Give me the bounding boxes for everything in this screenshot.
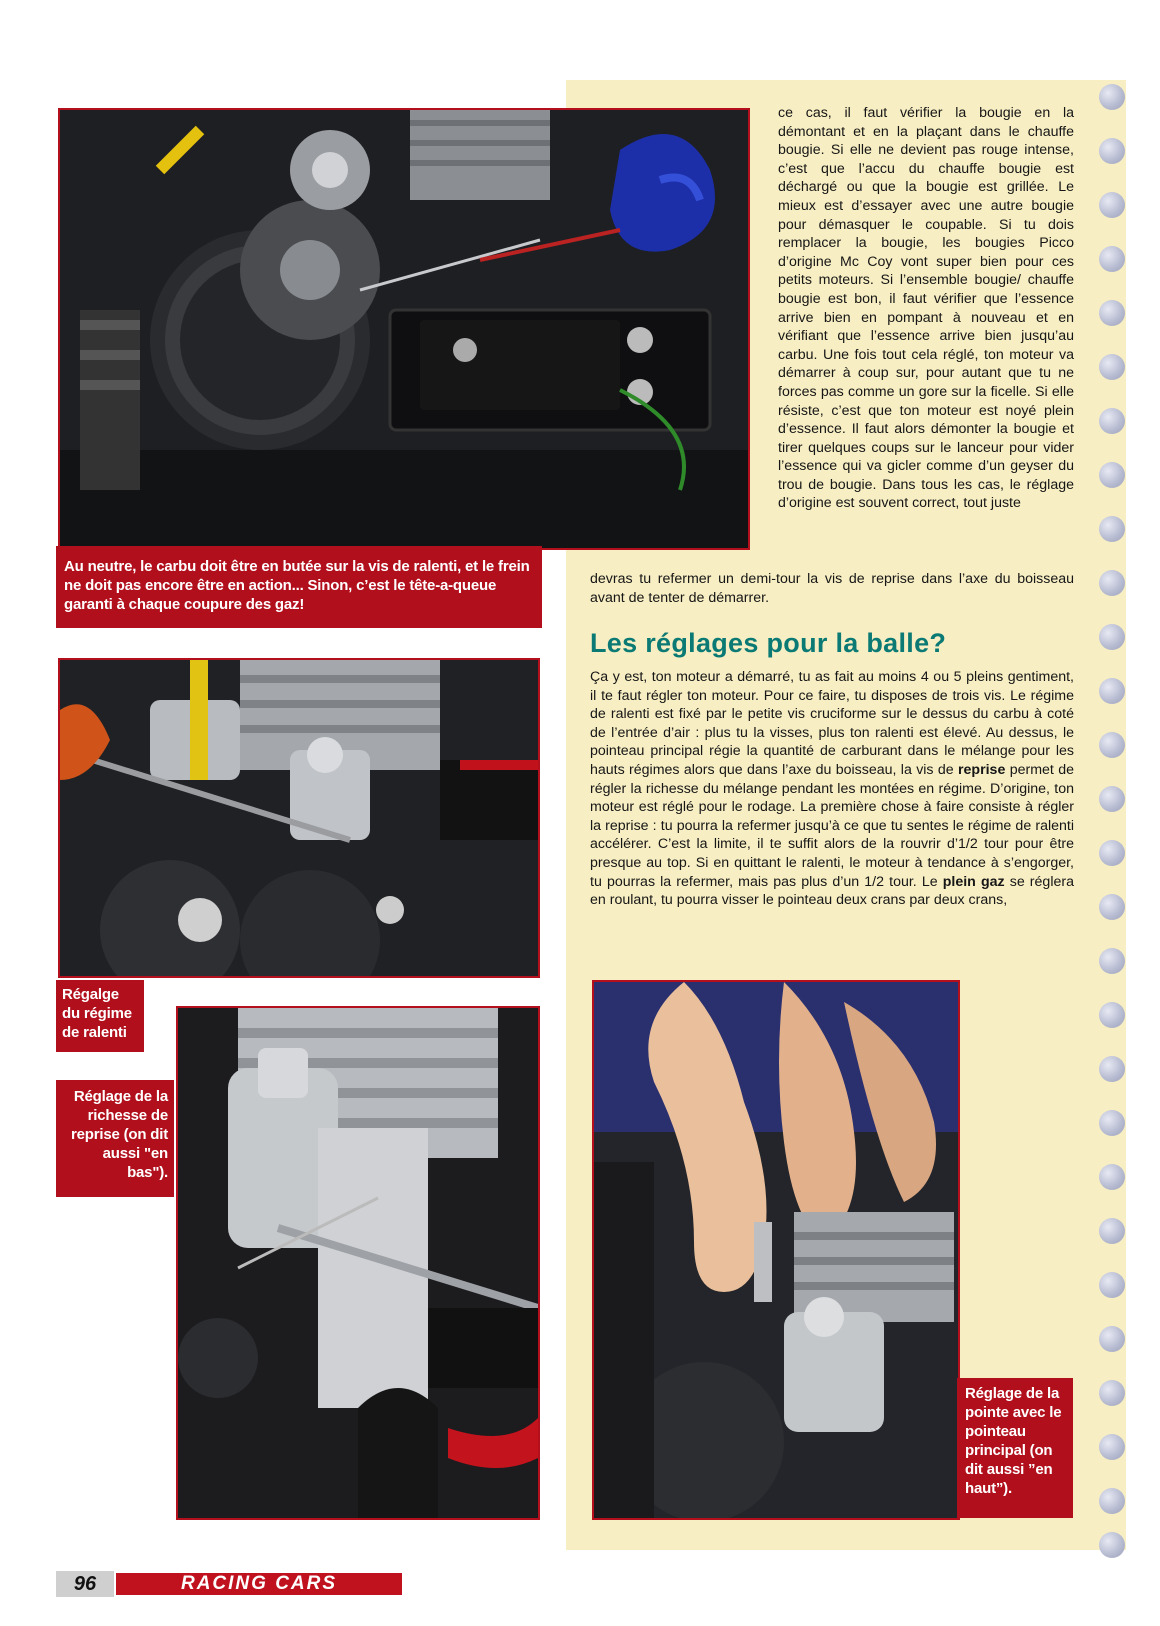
photo-carburettor-neutral xyxy=(58,108,750,550)
article-paragraph-1-end: devras tu refermer un demi-tour la vis de reprise dans l’axe du boisseau avant de tenter de démarrer. xyxy=(590,571,1074,606)
binder-dots xyxy=(1099,80,1139,1550)
binder-dot xyxy=(1099,732,1125,758)
article-paragraph-2 xyxy=(590,668,1074,910)
binder-dot xyxy=(1099,786,1125,812)
binder-dot xyxy=(1099,624,1125,650)
caption-richness-adjustment: Réglage de la richesse de reprise (on dit aussi "en bas"). xyxy=(56,1080,174,1197)
binder-dot xyxy=(1099,840,1125,866)
binder-dot xyxy=(1099,1272,1125,1298)
emphasis-plein-gaz: plein gaz xyxy=(942,873,1005,890)
caption-main-needle-adjustment: Réglage de la pointe avec le pointeau principal (on dit aussi ”en haut”). xyxy=(957,1378,1073,1518)
paragraph-text: permet de régler la richesse du mélange pendant les montées en régime. D’origine, ton moteur est réglé pour le rodage. La première chose à faire consiste à régler la reprise : tu pourra la refermer jusqu’à ce que tu sentes le régime de ralenti accélérer. C’est la limite, il te suffit alors de la rouvrir d’1/2 tour pour être presque au top. Si en quittant le ralenti, le moteur à tendance à s’engorger, tu pourras la refermer, mais pas plus d’un 1/2 tour. Le xyxy=(590,761,1074,890)
photo-idle-adjustment xyxy=(58,658,540,978)
binder-dot xyxy=(1099,1380,1125,1406)
binder-dot xyxy=(1099,570,1125,596)
section-heading: Les réglages pour la balle? xyxy=(590,628,947,658)
page-number: 96 xyxy=(56,1571,114,1597)
binder-dot xyxy=(1099,1434,1125,1460)
paragraph-text: Ça y est, ton moteur a démarré, tu as fait au moins 4 ou 5 pleins gentiment, il te faut régler ton moteur. Pour ce faire, tu disposes de trois vis. Le régime de ralenti est fixé par le petite vis cruciforme sur le dessus du carbu à coté de l’entrée d’air : plus tu la visses, plus ton ralenti est élevé. Au dessus, le pointeau principal régie la quantité de carburant dans le mélange pour les hauts régimes alors que dans l’axe du boisseau, la vis de xyxy=(590,669,1074,778)
binder-dot xyxy=(1099,1218,1125,1244)
binder-dot xyxy=(1099,678,1125,704)
binder-dot xyxy=(1099,516,1125,542)
binder-dot xyxy=(1099,1532,1125,1558)
magazine-logo: RACING CARS xyxy=(116,1573,402,1595)
binder-dot xyxy=(1099,1056,1125,1082)
caption-idle-adjustment: Régalge du régime de ralenti xyxy=(56,980,144,1052)
binder-dot xyxy=(1099,1110,1125,1136)
article-paragraph-1: ce cas, il faut vérifier la bougie en la démontant et en la plaçant dans le chauffe bougie. Si elle ne devient pas rouge intense, c’est que l’accu du chauffe bougie est déchargé ou que la bougie est grillée. Le mieux est d’essayer avec une autre bougie pour démasquer le coupable. Si tu dois remplacer la bougie, les bougies Picco d’origine Mc Coy vont super bien pour ces petits moteurs. Si l’ensemble bougie/ chauffe bougie est bon, il faut vérifier que l’essence arrive bien en pompant à nouveau et en vérifiant que l’essence arrive bien jusqu’au carbu. Une fois tout cela réglé, ton moteur va démarrer à coup sur, pour autant que tu ne forces pas comme un gore sur la ficelle. Si elle résiste, c’est que ton moteur est noyé plein d’essence. Il faut alors démonter la bougie et tirer quelques coups sur le lanceur pour vider l’essence qui va gicler comme d’un geyser du trou de bougie. Dans tous les cas, le réglage d’origine est souvent correct, tout juste xyxy=(778,105,1074,512)
binder-dot xyxy=(1099,246,1125,272)
binder-dot xyxy=(1099,948,1125,974)
binder-dot xyxy=(1099,354,1125,380)
binder-dot xyxy=(1099,408,1125,434)
binder-dot xyxy=(1099,1002,1125,1028)
binder-dot xyxy=(1099,1164,1125,1190)
photo-main-needle-adjustment xyxy=(592,980,960,1520)
paragraph-text: se réglera en roulant, tu pourra visser le pointeau deux crans par deux crans, xyxy=(590,873,1074,909)
binder-dot xyxy=(1099,1326,1125,1352)
binder-dot xyxy=(1099,138,1125,164)
photo-richness-adjustment xyxy=(176,1006,540,1520)
binder-dot xyxy=(1099,894,1125,920)
binder-dot xyxy=(1099,1488,1125,1514)
caption-carburettor-neutral: Au neutre, le carbu doit être en butée sur la vis de ralenti, et le frein ne doit pas encore être en action... Sinon, c’est le tête-a-queue garanti à chaque coupure des gaz! xyxy=(56,546,542,628)
emphasis-reprise: reprise xyxy=(958,761,1006,778)
binder-dot xyxy=(1099,300,1125,326)
binder-dot xyxy=(1099,84,1125,110)
binder-dot xyxy=(1099,192,1125,218)
binder-dot xyxy=(1099,462,1125,488)
